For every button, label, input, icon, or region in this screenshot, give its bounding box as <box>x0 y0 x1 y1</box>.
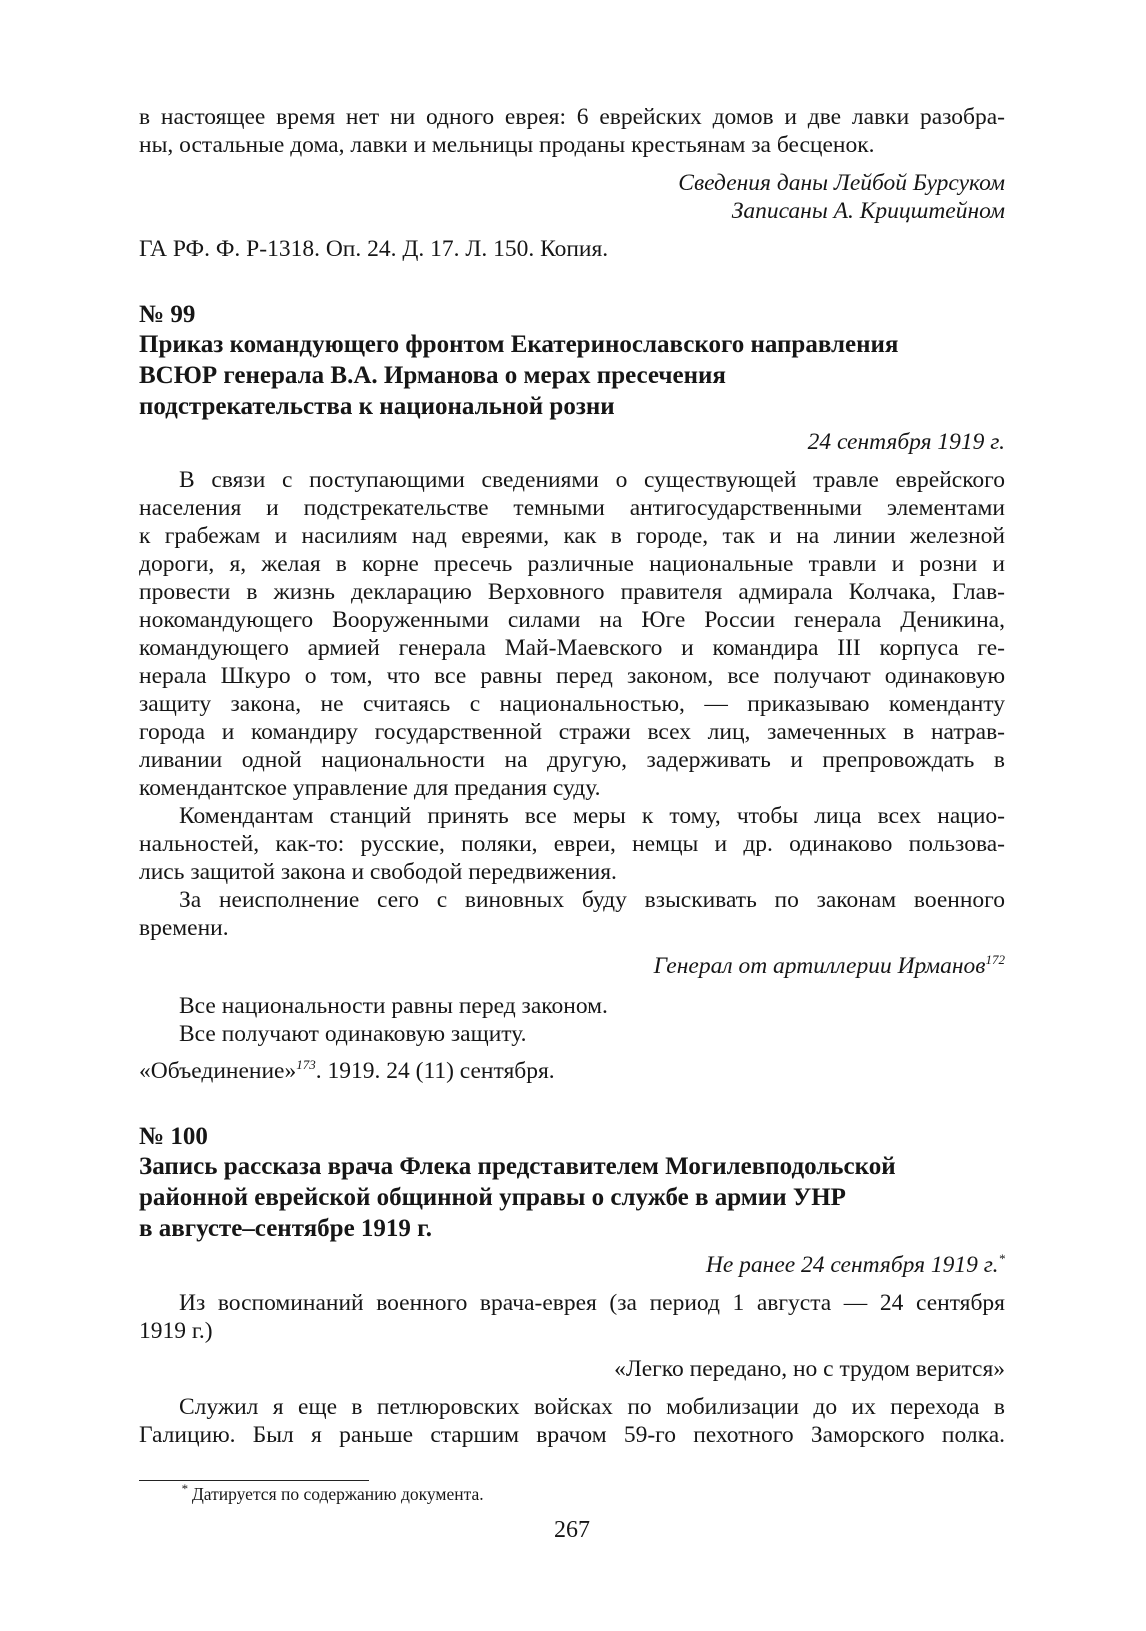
body-line: нерала Шкуро о том, что все равны перед законом, все получают одинаковую <box>139 663 1005 689</box>
body-line: командующего армией генерала Май-Маевского и командира III корпуса ге- <box>139 635 1005 661</box>
signature-line: Записаны А. Крицштейном <box>731 198 1005 224</box>
body-line: Комендантам станций принять все меры к тому, чтобы лица всех нацио- <box>179 803 1005 829</box>
epigraph: «Легко передано, но с трудом верится» <box>614 1356 1005 1382</box>
body-line: Галицию. Был я раньше старшим врачом 59-го пехотного Заморского полка. <box>139 1422 1005 1448</box>
footnote-divider <box>139 1480 369 1481</box>
signature-line: Сведения даны Лейбой Бурсуком <box>678 170 1005 196</box>
document-title: подстрекательства к национальной розни <box>139 393 615 420</box>
signature <box>139 951 1005 981</box>
footnote-text: Датируется по содержанию документа. <box>187 1484 484 1504</box>
slogan-line: Все получают одинаковую защиту. <box>179 1021 527 1047</box>
body-line: в настоящее время нет ни одного еврея: 6 еврейских домов и две лавки разобра- <box>139 104 1005 130</box>
body-line: населения и подстрекательстве темными антигосударственными элементами <box>139 495 1005 521</box>
archive-source: ГА РФ. Ф. Р-1318. Оп. 24. Д. 17. Л. 150. Копия. <box>139 236 609 262</box>
body-line: дороги, я, желая в корне пресечь различные национальные травли и розни и <box>139 551 1005 577</box>
body-line: В связи с поступающими сведениями о существующей травле еврейского <box>179 467 1005 493</box>
body-line: к грабежам и насилиям над евреями, как в городе, так и на линии железной <box>139 523 1005 549</box>
body-line: комендантское управление для предания суду. <box>139 775 601 801</box>
footnote-ref: 172 <box>985 952 1005 968</box>
body-line: За неисполнение сего с виновных буду взыскивать по законам военного <box>179 887 1005 913</box>
publication-source <box>139 1056 1005 1086</box>
body-line: ны, остальные дома, лавки и мельницы проданы крестьянам за бесценок. <box>139 132 875 158</box>
page-number: 267 <box>554 1517 590 1543</box>
body-line: защиту закона, не считаясь с национальностью, — приказываю коменданту <box>139 691 1005 717</box>
document-title: в августе–сентябре 1919 г. <box>139 1215 432 1242</box>
footnote-mark: * <box>181 1481 188 1497</box>
document-title: Запись рассказа врача Флека представителем Могилевподольской <box>139 1153 896 1180</box>
body-line: Из воспоминаний военного врача-еврея (за период 1 августа — 24 сентября <box>179 1290 1005 1316</box>
body-line: ливании одной национальности на другую, задерживать и препровождать в <box>139 747 1005 773</box>
document-number: № 99 <box>139 301 196 328</box>
body-line: нальностей, как-то: русские, поляки, евреи, немцы и др. одинаково пользова- <box>139 831 1005 857</box>
body-line: 1919 г.) <box>139 1318 213 1344</box>
footnote <box>181 1482 484 1506</box>
body-line: города и командиру государственной стражи всех лиц, замеченных в натрав- <box>139 719 1005 745</box>
body-line: времени. <box>139 915 229 941</box>
footnote-ref: 173 <box>296 1057 316 1073</box>
body-line: провести в жизнь декларацию Верховного правителя адмирала Колчака, Глав- <box>139 579 1005 605</box>
body-line: лись защитой закона и свободой передвижения. <box>139 859 617 885</box>
document-title: ВСЮР генерала В.А. Ирманова о мерах пресечения <box>139 362 726 389</box>
date-text: Не ранее 24 сентября 1919 г. <box>705 1252 999 1278</box>
document-date <box>139 1250 1005 1280</box>
body-line: Служил я еще в петлюровских войсках по мобилизации до их перехода в <box>179 1394 1005 1420</box>
slogan-line: Все национальности равны перед законом. <box>179 993 608 1019</box>
document-title: Приказ командующего фронтом Екатеринославского направления <box>139 331 899 358</box>
body-line: нокомандующего Вооруженными силами на Юге России генерала Деникина, <box>139 607 1005 633</box>
document-number: № 100 <box>139 1123 208 1150</box>
source-name: «Объединение» <box>139 1058 297 1084</box>
signature-text: Генерал от артиллерии Ирманов <box>653 953 986 979</box>
footnote-ref: * <box>998 1251 1005 1267</box>
source-details: . 1919. 24 (11) сентября. <box>315 1058 555 1084</box>
document-date: 24 сентября 1919 г. <box>807 429 1005 455</box>
document-title: районной еврейской общинной управы о службе в армии УНР <box>139 1184 846 1211</box>
